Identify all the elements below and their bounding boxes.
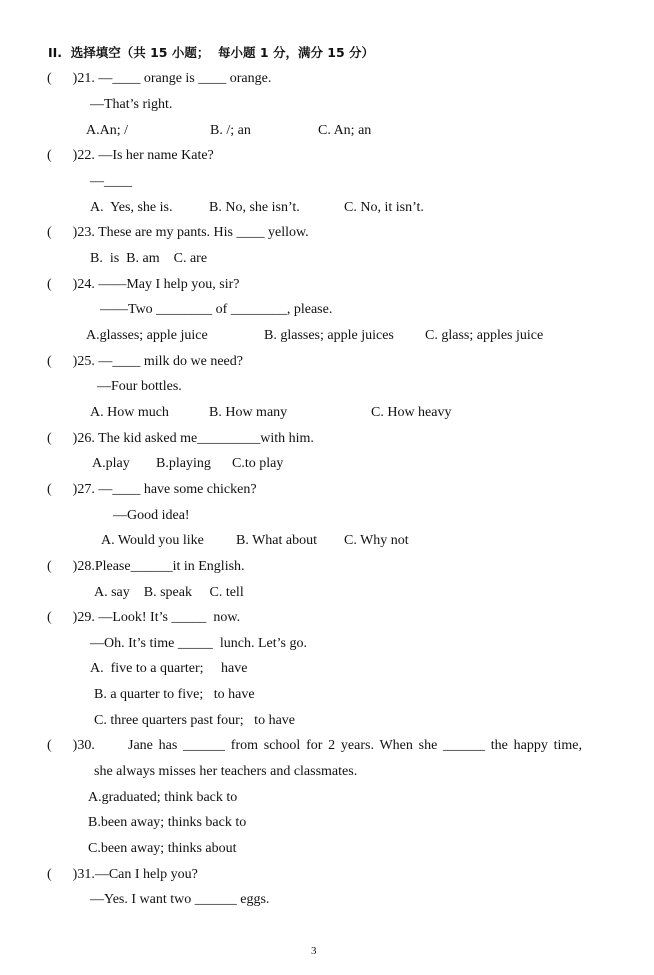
question-28-stem: ( )28.Please______it in English. [47,559,245,574]
question-26-option-c: C.to play [232,456,284,471]
question-25-option-c: C. How heavy [371,405,452,420]
question-24-option-b: B. glasses; apple juices [264,328,394,343]
question-31-stem: ( )31.—Can I help you? [47,867,198,882]
question-31-reply: —Yes. I want two ______ eggs. [90,892,270,907]
question-30-number: ( )30. [47,738,95,753]
question-30-option-a: A.graduated; think back to [88,790,238,805]
question-25-option-a: A. How much [90,405,169,420]
question-28-options: A. say B. speak C. tell [94,585,244,600]
question-22-stem: ( )22. —Is her name Kate? [47,148,214,163]
page-number: 3 [311,945,317,957]
section-title: II. 选择填空（共 15 小题； 每小题 1 分，满分 15 分） [48,45,375,60]
question-29-option-b: B. a quarter to five; to have [94,687,255,702]
question-22-option-b: B. No, she isn’t. [209,200,300,215]
question-27-option-c: C. Why not [344,533,409,548]
question-21-stem: ( )21. —____ orange is ____ orange. [47,71,272,86]
question-27-stem: ( )27. —____ have some chicken? [47,482,257,497]
question-21-reply: —That’s right. [90,97,173,112]
question-22-reply: —____ [90,174,132,189]
question-26-option-a: A.play [92,456,130,471]
question-30-stem-continued: she always misses her teachers and classmates. [94,764,358,779]
question-30-option-b: B.been away; thinks back to [88,815,247,830]
question-26-option-b: B.playing [156,456,211,471]
question-22-option-a: A. Yes, she is. [90,200,173,215]
question-21-option-b: B. /; an [210,123,251,138]
question-29-option-a: A. five to a quarter; have [90,661,248,676]
question-24-reply: ——Two ________ of ________, please. [100,302,333,317]
question-21-option-a: A.An; / [86,123,128,138]
question-24-stem: ( )24. ——May I help you, sir? [47,277,240,292]
question-23-stem: ( )23. These are my pants. His ____ yellow. [47,225,309,240]
question-24-option-a: A.glasses; apple juice [86,328,208,343]
question-27-option-b: B. What about [236,533,318,548]
question-29-stem: ( )29. —Look! It’s _____ now. [47,610,241,625]
question-22-option-c: C. No, it isn’t. [344,200,424,215]
question-27-reply: —Good idea! [113,508,190,523]
question-29-option-c: C. three quarters past four; to have [94,713,295,728]
question-30-stem: Jane has ______ from school for 2 years. When she ______ the happy time, [128,738,582,753]
question-26-stem: ( )26. The kid asked me_________with him. [47,431,314,446]
question-25-option-b: B. How many [209,405,288,420]
question-25-reply: —Four bottles. [97,379,182,394]
question-25-stem: ( )25. —____ milk do we need? [47,354,243,369]
question-27-option-a: A. Would you like [101,533,204,548]
question-23-options: B. is B. am C. are [90,251,208,266]
question-21-option-c: C. An; an [318,123,372,138]
question-24-option-c: C. glass; apples juice [425,328,544,343]
question-29-reply: —Oh. It’s time _____ lunch. Let’s go. [90,636,307,651]
question-30-option-c: C.been away; thinks about [88,841,237,856]
